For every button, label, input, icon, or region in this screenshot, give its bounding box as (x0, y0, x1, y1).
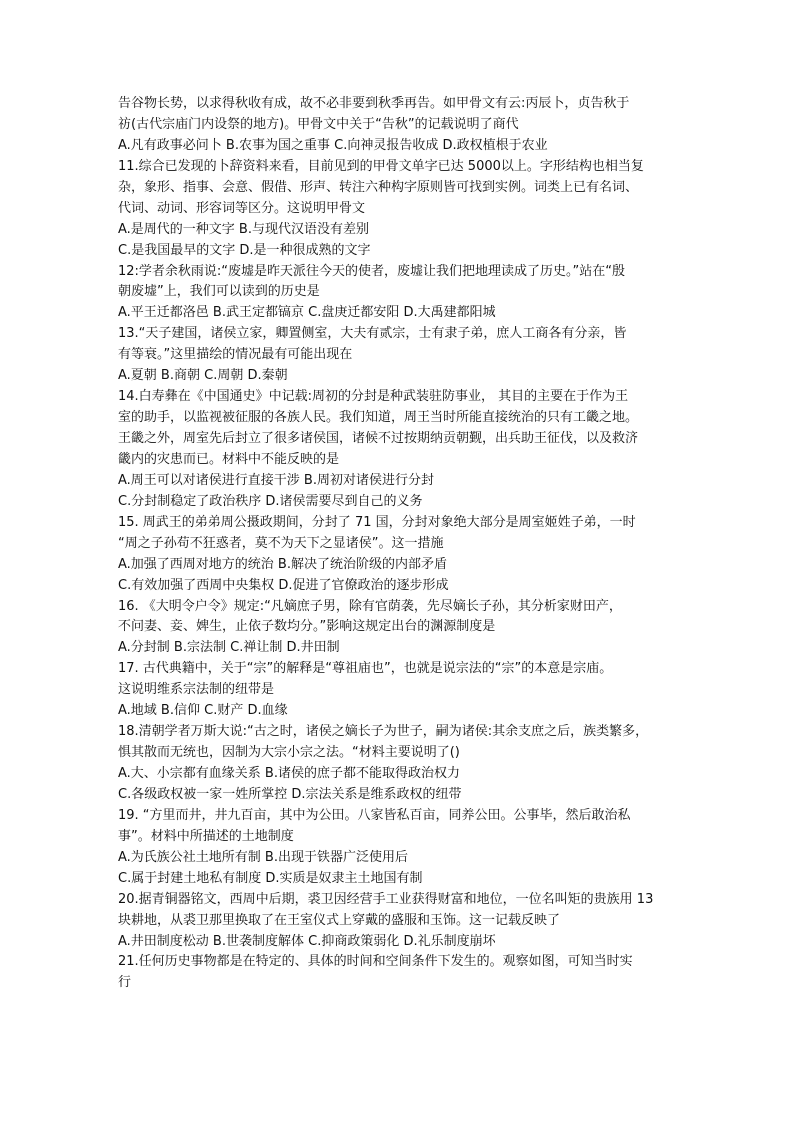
answer-options: C.有效加强了西周中央集权 D.促进了官僚政治的逐步形成 (118, 577, 449, 593)
text-line: 这说明维系宗法制的纽带是 (118, 682, 275, 698)
question-17: 17. 古代典籍中，关于“宗”的解释是“尊祖庙也”，也就是说宗法的“宗”的本意是宗庙。 (118, 661, 613, 677)
question-21: 21.任何历史事物都是在特定的、具体的时间和空间条件下发生的。观察如图，可知当时实 (118, 954, 633, 970)
text-line: 代词、动词、形容词等区分。这说明甲骨文 (118, 200, 366, 216)
text-line: 王畿之外，周室先后封立了很多诸侯国，诸候不过按期纳贡朝觐，出兵助王征伐，以及救济 (118, 431, 639, 446)
answer-options: A.大、小宗都有血缘关系 B.诸侯的庶子都不能取得政治权力 (118, 766, 460, 781)
question-13: 13.“天子建国，诸侯立家，卿置侧室，大夫有贰宗，士有隶子弟，庶人工商各有分亲，皆 (118, 326, 627, 342)
text-line: 不问妻、妾、婢生，止依子数均分。”影响这规定出台的渊源制度是 (118, 619, 496, 635)
text-line: 室的助手，以监视被征服的各族人民。我们知道，周王当时所能直接统治的只有工畿之地。 (118, 410, 639, 426)
question-11: 11.综合已发现的卜辞资料来看，目前见到的甲骨文单字已达 5000以上。字形结构也相当复 (118, 158, 644, 174)
question-18: 18.清朝学者万斯大说:“古之时，诸侯之嫡长子为世子，嗣为诸侯:其余支庶之后，族类繁多， (118, 724, 649, 740)
answer-options: A.周王可以对诸侯进行直接干涉 B.周初对诸侯进行分封 (118, 472, 434, 488)
text-line: 朝废墟”上，我们可以读到的历史是 (118, 284, 320, 300)
exam-page (118, 94, 684, 994)
answer-options: A.是周代的一种文字 B.与现代汉语没有差别 (118, 221, 369, 237)
answer-options: A.地域 B.信仰 C.财产 D.血缘 (118, 703, 288, 719)
text-line: 块耕地，从裘卫那里换取了在王室仪式上穿戴的盛服和玉饰。这一记载反映了 (118, 912, 561, 928)
question-14: 14.白寿彝在《中国通史》中记载:周初的分封是种武装驻防事业， 其目的主要在于作为王 (118, 389, 629, 405)
text-line: 杂，象形、指事、会意、假借、形声、转注六种构字原则皆可找到实例。词类上已有名词、 (118, 179, 639, 195)
question-16: 16. 《大明令户令》规定:“凡嫡庶子男，除有官荫袭，先尽嫡长子孙，其分析家财田产， (118, 598, 622, 614)
text-line: “周之子孙苟不狂惑者，莫不为天下之显诸侯”。这一措施 (118, 535, 444, 551)
text-line: 行 (118, 975, 132, 991)
text-line: 祊(古代宗庙门内设祭的地方)。甲骨文中关于“告秋”的记载说明了商代 (118, 116, 519, 132)
text-line: 惧其散而无统也，因制为大宗小宗之法。“材料主要说明了() (118, 745, 460, 761)
text-line: 有等衰。”这里描绘的情况最有可能出现在 (118, 347, 353, 363)
question-15: 15. 周武王的弟弟周公摄政期间，分封了 71 国，分封对象绝大部分是周室姬姓子弟，一时 (118, 514, 636, 530)
text-line: 事”。材料中所描述的土地制度 (118, 828, 294, 844)
question-20: 20.据青铜器铭文，西周中后期，裘卫因经营手工业获得财富和地位，一位名叫矩的贵族用 13 (118, 891, 654, 907)
answer-options: A.为氏族公社土地所有制 B.出现于铁器广泛使用后 (118, 849, 408, 865)
answer-options: A.井田制度松动 B.世袭制度解体 C.抑商政策弱化 D.礼乐制度崩坏 (118, 933, 496, 949)
text-line: 告谷物长势，以求得秋收有成，故不必非要到秋季再告。如甲骨文有云:丙辰卜，贞告秋于 (118, 96, 630, 111)
answer-options: C.各级政权被一家一姓所掌控 D.宗法关系是维系政权的纽带 (118, 786, 462, 802)
answer-options: A.平王迁都洛邑 B.武王定都镐京 C.盘庚迁都安阳 D.大禹建都阳城 (118, 305, 496, 321)
answer-options: A.分封制 B.宗法制 C.禅让制 D.井田制 (118, 640, 340, 656)
answer-options: A.加强了西周对地方的统治 B.解决了统治阶级的内部矛盾 (118, 556, 447, 572)
answer-options: C.属于封建土地私有制度 D.实质是奴隶主土地国有制 (118, 870, 423, 886)
question-12: 12:学者余秋雨说:“废墟是昨天派往今天的使者，废墟让我们把地理读成了历史。”站在“殷 (118, 263, 626, 279)
question-19: 19. “方里而井，井九百亩，其中为公田。八家皆私百亩，同养公田。公事毕，然后敢治私 (118, 807, 631, 823)
answer-options: C.分封制稳定了政治秩序 D.诸侯需要尽到自己的义务 (118, 493, 423, 509)
answer-options: A.凡有政事必问卜 B.农事为国之重事 C.向神灵报告收成 D.政权植根于农业 (118, 137, 548, 153)
text-line: 畿内的灾患而已。材料中不能反映的是 (118, 451, 340, 467)
answer-options: C.是我国最早的文字 D.是一种很成熟的文字 (118, 242, 371, 258)
answer-options: A.夏朝 B.商朝 C.周朝 D.秦朝 (118, 368, 288, 384)
